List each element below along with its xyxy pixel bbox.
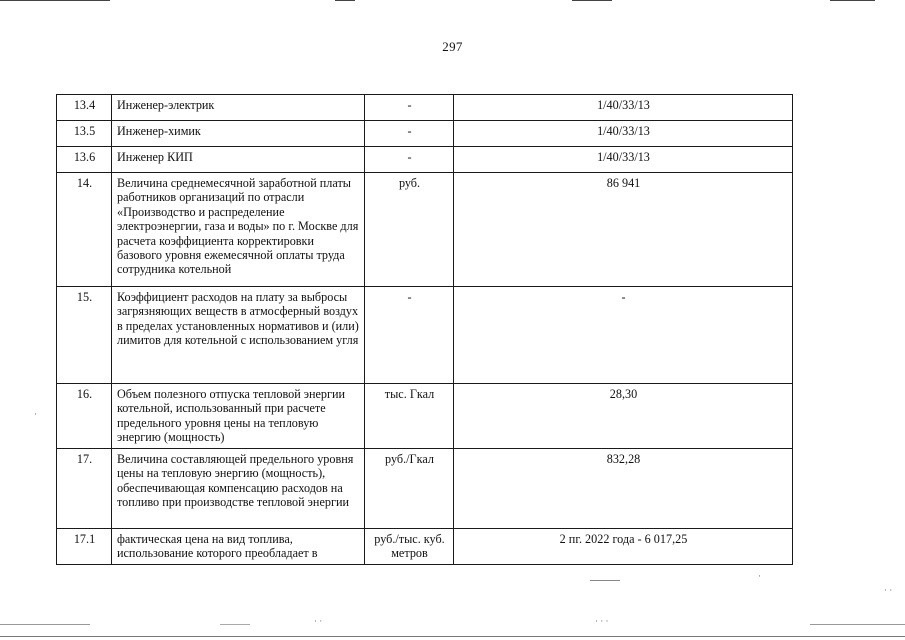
row-value: 86 941 — [454, 173, 793, 287]
parameters-table — [56, 94, 793, 565]
row-number: 17.1 — [57, 529, 112, 565]
row-number: 13.6 — [57, 147, 112, 173]
table-row — [57, 287, 793, 384]
row-number: 15. — [57, 287, 112, 384]
row-value: 1/40/33/13 — [454, 95, 793, 121]
row-name: Величина составляющей предельного уровня цены на тепловую энергию (мощность), обеспечивающая компенсацию расходов на топливо при производстве тепловой энергии — [112, 449, 365, 529]
row-number: 13.4 — [57, 95, 112, 121]
row-number: 17. — [57, 449, 112, 529]
scan-edge-line — [810, 624, 905, 625]
row-name: Инженер КИП — [112, 147, 365, 173]
scan-edge-line — [0, 0, 110, 1]
table-row — [57, 384, 793, 449]
table-row — [57, 173, 793, 287]
row-value: - — [454, 287, 793, 384]
table-row — [57, 147, 793, 173]
row-name: Величина среднемесячной заработной платы работников организаций по отрасли «Производство и распределение электроэнергии, газа и воды» по г. Москве для расчета коэффициента корректировки базового уровня ежемесячной оплаты труда сотрудника котельной — [112, 173, 365, 287]
table-row — [57, 121, 793, 147]
page-number: 297 — [442, 39, 463, 54]
table-row — [57, 449, 793, 529]
row-number: 16. — [57, 384, 112, 449]
row-value: 1/40/33/13 — [454, 147, 793, 173]
scan-edge-line — [220, 624, 250, 625]
scan-edge-line — [572, 0, 612, 1]
row-unit: - — [365, 287, 454, 384]
row-unit: руб./Гкал — [365, 449, 454, 529]
scan-speck: · — [758, 571, 761, 581]
row-value: 832,28 — [454, 449, 793, 529]
row-unit: - — [365, 95, 454, 121]
row-name: Коэффициент расходов на плату за выбросы загрязняющих веществ в атмосферный воздух в пределах установленных нормативов и (или) лимитов для котельной с использованием угля — [112, 287, 365, 384]
scan-edge-line — [335, 0, 355, 1]
scan-speck: · · — [314, 616, 323, 626]
scan-edge-line — [0, 624, 90, 625]
row-number: 14. — [57, 173, 112, 287]
scan-speck: · — [34, 409, 37, 419]
row-unit: - — [365, 147, 454, 173]
row-name: Инженер-химик — [112, 121, 365, 147]
table-row — [57, 529, 793, 565]
row-unit: - — [365, 121, 454, 147]
row-name: Инженер-электрик — [112, 95, 365, 121]
row-value: 1/40/33/13 — [454, 121, 793, 147]
scan-speck: · · · — [595, 616, 609, 626]
row-unit: тыс. Гкал — [365, 384, 454, 449]
row-number: 13.5 — [57, 121, 112, 147]
row-name: Объем полезного отпуска тепловой энергии котельной, использованный при расчете предельного уровня цены на тепловую энергию (мощность) — [112, 384, 365, 449]
scan-edge-line — [0, 636, 905, 637]
row-unit: руб. — [365, 173, 454, 287]
table-row — [57, 95, 793, 121]
row-unit: руб./тыс. куб. метров — [365, 529, 454, 565]
scan-edge-line — [830, 0, 875, 1]
row-name: фактическая цена на вид топлива, использование которого преобладает в — [112, 529, 365, 565]
scan-edge-line — [590, 580, 620, 581]
row-value: 28,30 — [454, 384, 793, 449]
row-value: 2 пг. 2022 года - 6 017,25 — [454, 529, 793, 565]
scan-speck: · · — [884, 585, 893, 595]
